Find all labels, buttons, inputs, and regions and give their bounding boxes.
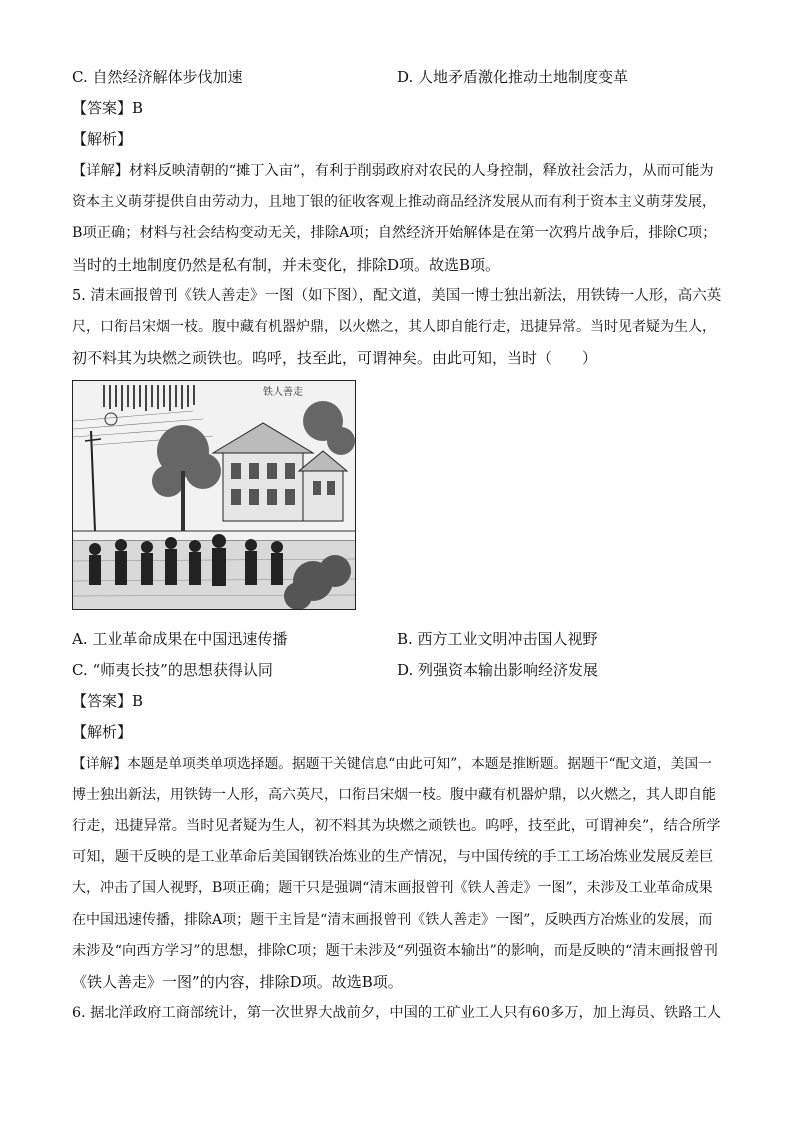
q5-detail-line-2: 博士独出新法，用铁铸一人形，高六英尺，口衔吕宋烟一枝。腹中藏有机器炉鼎，以火燃之，其人即自能 — [72, 787, 716, 803]
q4-detail-line-3: B项正确；材料与社会结构变动无关，排除A项；自然经济开始解体是在第一次鸦片战争后，排除C项； — [72, 225, 717, 241]
q4-detail-line-4: 当时的土地制度仍然是私有制，并未变化，排除D项。故选B项。 — [72, 256, 501, 274]
illustration-caption: 铁人善走 — [263, 387, 303, 398]
q5-stem-line-3: 初不料其为块燃之顽铁也。呜呼，技至此，可谓神矣。由此可知，当时（ ） — [72, 349, 598, 367]
q5-detail-line-3: 行走，迅捷异常。当时见者疑为生人，初不料其为块燃之顽铁也。呜呼，技至此，可谓神矣”，结合所学 — [72, 818, 721, 834]
q4-answer: 【答案】B — [72, 99, 144, 117]
q4-analysis-label: 【解析】 — [72, 130, 133, 148]
q5-analysis-label: 【解析】 — [72, 723, 133, 741]
q6-stem-line-1: 6. 据北洋政府工商部统计，第一次世界大战前夕，中国的工矿业工人只有60多万，加上海员、铁路工人 — [72, 1005, 722, 1021]
iron-man-illustration — [72, 380, 356, 610]
q5-option-a: A. 工业革命成果在中国迅速传播 — [72, 630, 288, 648]
q4-option-c: C. 自然经济解体步伐加速 — [72, 68, 243, 86]
q5-answer: 【答案】B — [72, 692, 144, 710]
q4-option-d: D. 人地矛盾激化推动土地制度变革 — [397, 68, 629, 86]
q5-option-c: C. “师夷长技”的思想获得认同 — [72, 661, 273, 679]
q5-detail-line-4: 可知，题干反映的是工业革命后美国钢铁冶炼业的生产情况，与中国传统的手工工场冶炼业发展反差巨 — [72, 849, 714, 865]
q5-detail-line-1: 【详解】本题是单项类单项选择题。据题干关键信息“由此可知”，本题是推断题。据题干“配文道，美国一 — [72, 756, 712, 772]
q5-detail-line-8: 《铁人善走》一图”的内容，排除D项。故选B项。 — [72, 973, 403, 991]
q5-detail-line-6: 在中国迅速传播，排除A项；题干主旨是“清末画报曾刊《铁人善走》一图”，反映西方冶炼业的发展，而 — [72, 912, 713, 928]
q5-stem-line-2: 尺，口衔吕宋烟一枝。腹中藏有机器炉鼎，以火燃之，其人即自能行走，迅捷异常。当时见者疑为生人， — [72, 319, 716, 335]
engraving-image — [73, 381, 355, 609]
q5-detail-line-7: 未涉及“向西方学习”的思想，排除C项；题干未涉及“列强资本输出”的影响，而是反映的“清末画报曾刊 — [72, 943, 718, 959]
q4-detail-line-1: 【详解】材料反映清朝的“摊丁入亩”，有利于削弱政府对农民的人身控制，释放社会活力，从而可能为 — [72, 163, 714, 179]
q4-detail-line-2: 资本主义萌芽提供自由劳动力，且地丁银的征收客观上推动商品经济发展从而有利于资本主义萌芽发展， — [72, 194, 716, 210]
q5-option-d: D. 列强资本输出影响经济发展 — [397, 661, 599, 679]
q5-stem-line-1: 5. 清末画报曾刊《铁人善走》一图（如下图），配文道，美国一博士独出新法，用铁铸一人形，高六英 — [72, 288, 722, 304]
q5-detail-line-5: 大，冲击了国人视野，B项正确；题干只是强调“清末画报曾刊《铁人善走》一图”，未涉及工业革命成果 — [72, 880, 713, 896]
q5-option-b: B. 西方工业文明冲击国人视野 — [397, 630, 598, 648]
